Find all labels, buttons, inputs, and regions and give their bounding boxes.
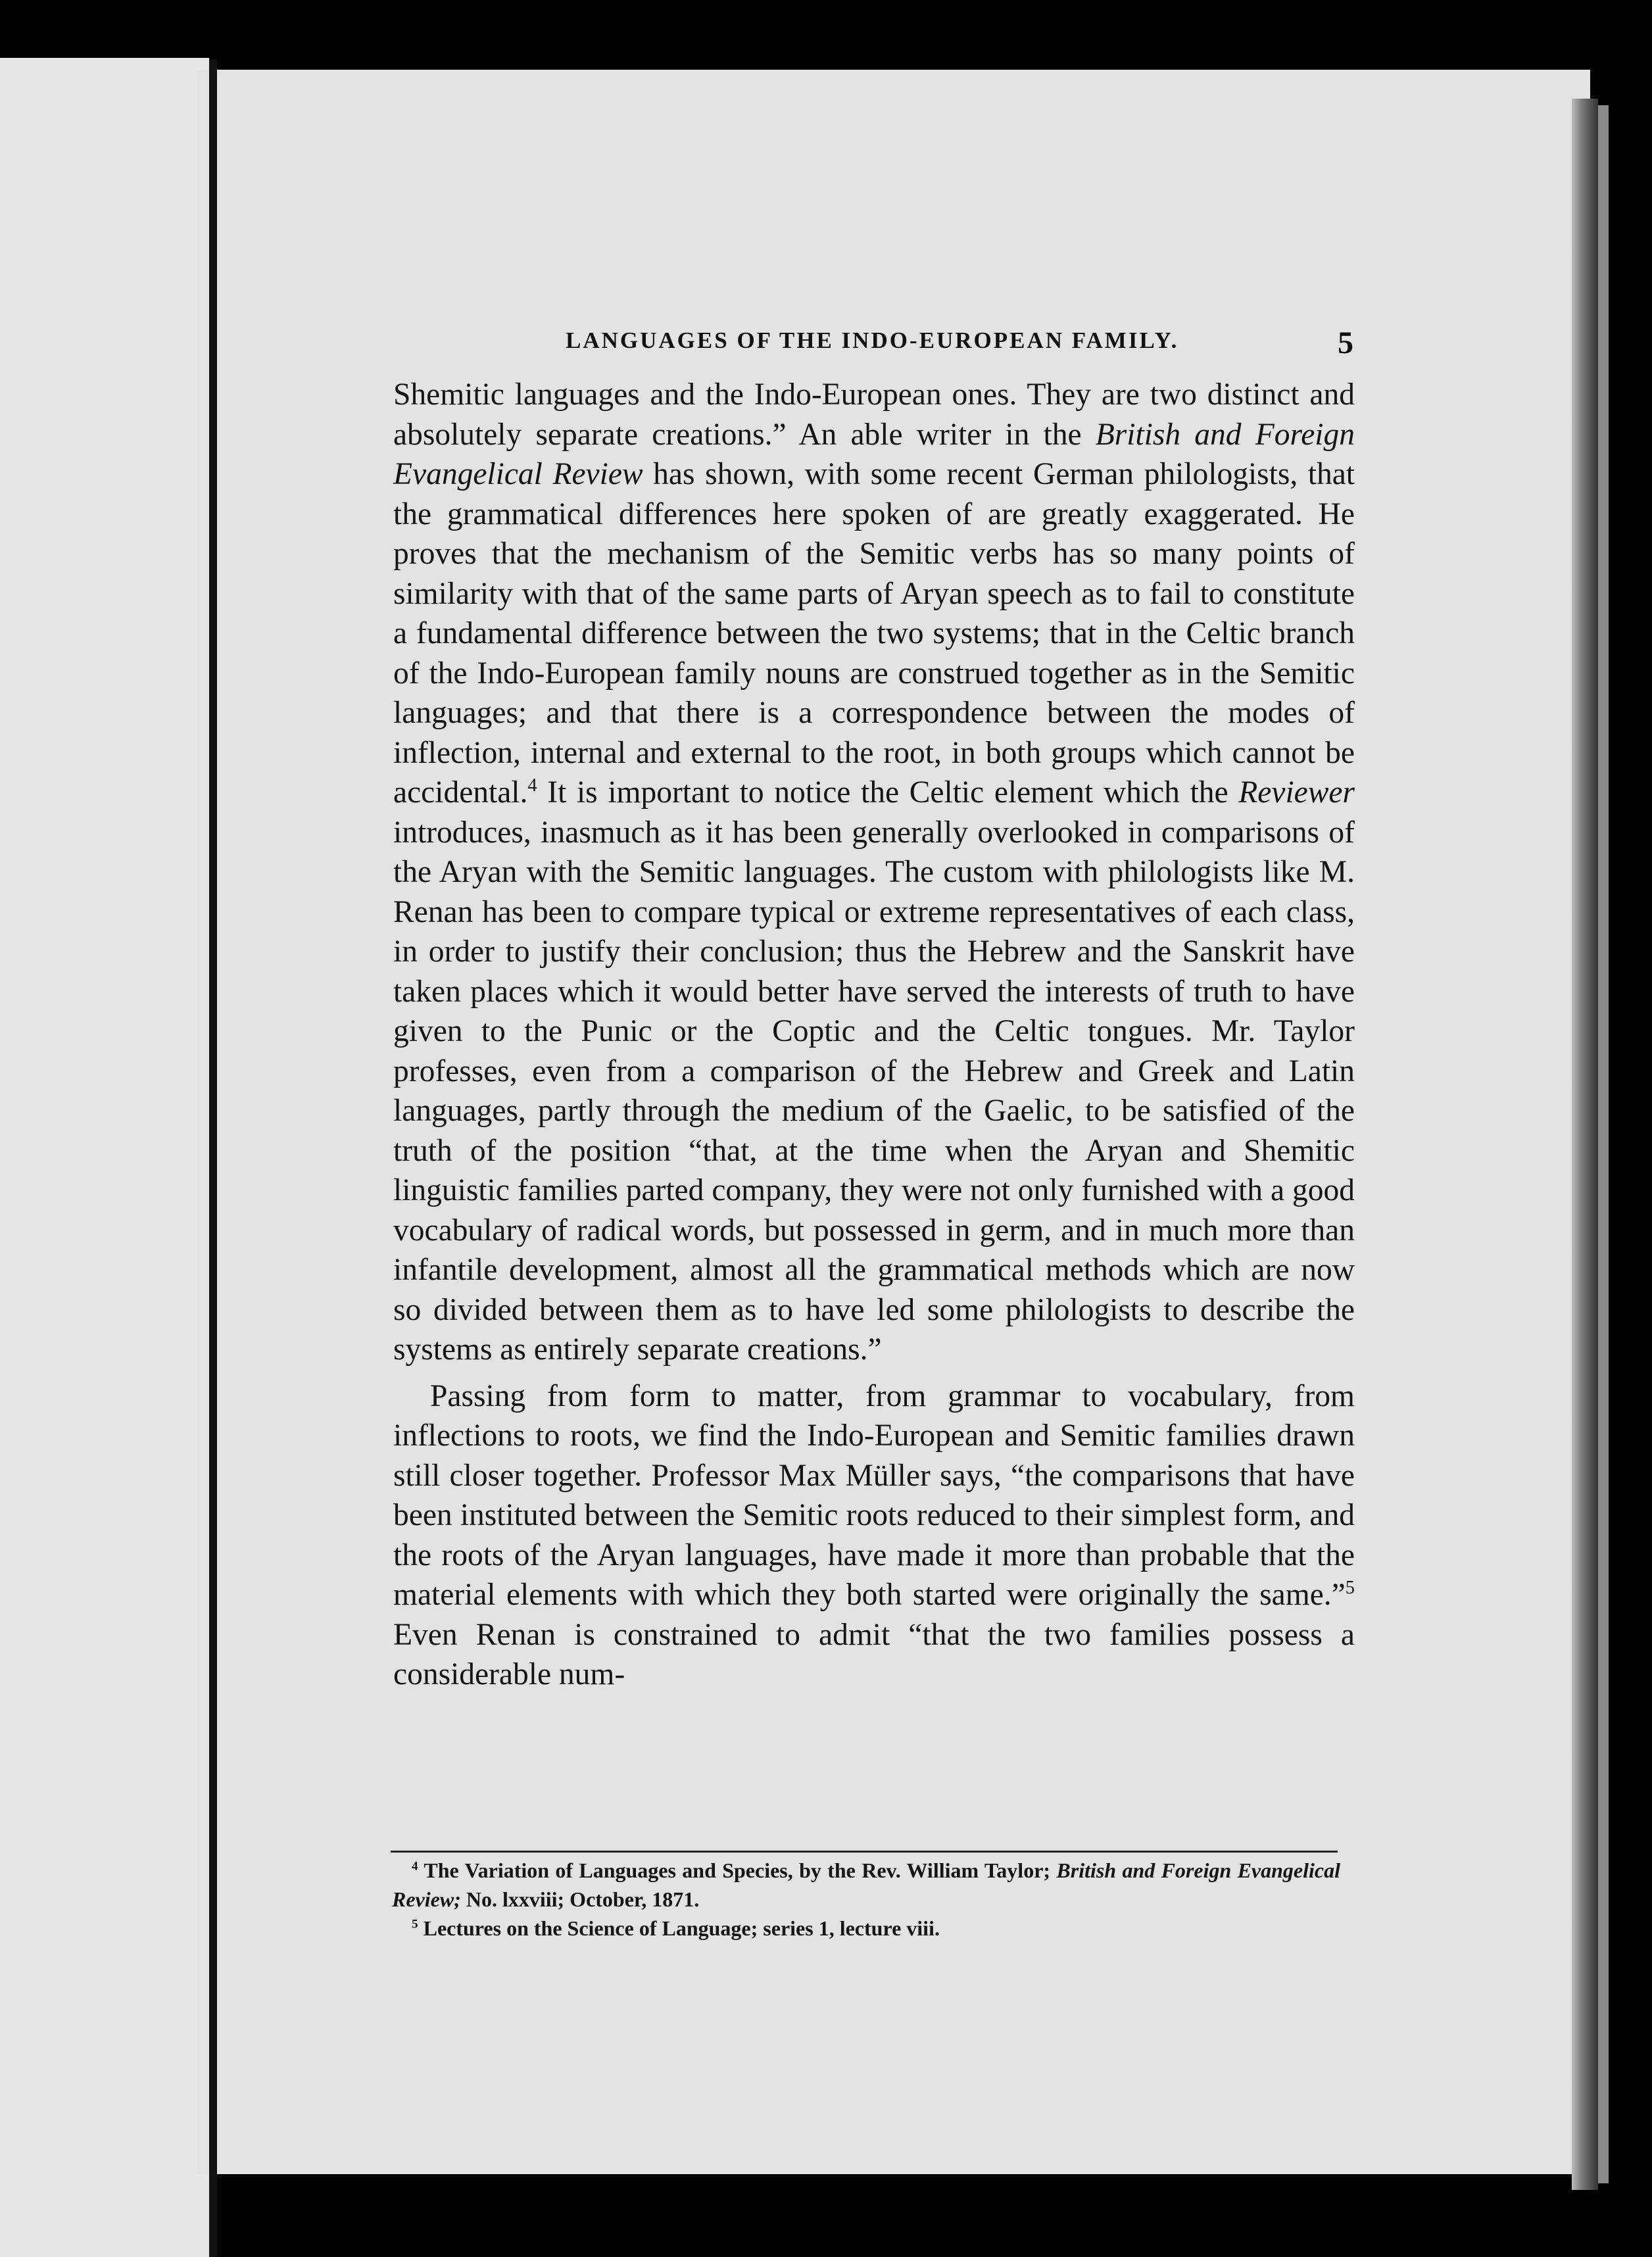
text-run: Passing from form to matter, from grammar to vocabulary, from inflections to roots, we find the Indo-European and Semitic families drawn still closer together. Professor Max Müller says, “the comparisons that have been instituted between the Semitic roots reduced to their simplest form, and the roots of the Aryan languages, have made it more than probable that the material elements with which they both started were originally the same.”	[393, 1378, 1355, 1612]
footnote-4	[392, 1856, 1340, 1914]
running-header: LANGUAGES OF THE INDO-EUROPEAN FAMILY.	[566, 328, 1179, 353]
text-run: It is important to notice the Celtic element which the	[537, 775, 1239, 810]
footnote-text: No. lxxviii; October, 1871.	[460, 1887, 700, 1911]
footnotes	[392, 1856, 1340, 1943]
footnote-italic: British and Foreign Evangelical Review;	[392, 1858, 1341, 1911]
footnote-mark: 4	[412, 1859, 418, 1874]
page-edge-shadow	[1572, 99, 1598, 2190]
text-run: Even Renan is constrained to admit “that the two families possess a considerable num-	[393, 1617, 1355, 1691]
facing-page	[0, 58, 209, 2257]
paragraph-2	[393, 1376, 1355, 1695]
main-text	[393, 375, 1355, 1695]
footnote-text: Lectures on the Science of Language; series 1, lecture viii.	[418, 1916, 940, 1940]
text-run: introduces, inasmuch as it has been generally overlooked in comparisons of the Aryan with the Semitic languages. The custom with philologists like M. Renan has been to compare typical or extreme representatives of each class, in order to justify their conclusion; thus the Hebrew and the Sanskrit have taken places which it would better have served the interests of truth to have given to the Punic or the Coptic and the Celtic tongues. Mr. Taylor professes, even from a comparison of the Hebrew and Greek and Latin languages, partly through the medium of the Gaelic, to be satisfied of the truth of the position “that, at the time when the Aryan and Shemitic linguistic families parted company, they were not only furnished with a good vocabulary of radical words, but possessed in germ, and in much more than infantile development, almost all the grammatical methods which are now so divided between them as to have led some philologists to describe the systems as entirely separate creations.”	[393, 815, 1355, 1367]
gutter-shadow	[209, 59, 217, 2257]
italic-title: British and Foreign Evangelical Review	[393, 417, 1355, 491]
footnote-reference: 4	[527, 775, 537, 796]
footnote-5	[392, 1914, 1340, 1943]
italic-term: Reviewer	[1238, 775, 1355, 810]
text-run: Shemitic languages and the Indo-European ones. They are two distinct and absolutely separate creations.” An able writer in the	[393, 377, 1355, 452]
paragraph-1	[393, 375, 1355, 1370]
page-edge-stack	[1598, 105, 1609, 2183]
footnote-mark: 5	[412, 1917, 418, 1931]
text-run: has shown, with some recent German philologists, that the grammatical differences here spoken of are greatly exaggerated. He proves that the mechanism of the Semitic verbs has so many points of similarity with that of the same parts of Aryan speech as to fail to constitute a fundamental difference between the two systems; that in the Celtic branch of the Indo-European family nouns are construed together as in the Semitic languages; and that there is a correspondence between the modes of inflection, internal and external to the root, in both groups which cannot be accidental.	[393, 457, 1355, 810]
footnote-reference: 5	[1345, 1578, 1355, 1599]
page-number: 5	[1338, 326, 1353, 360]
footnote-divider	[391, 1851, 1338, 1853]
footnote-text: The Variation of Languages and Species, by the Rev. William Taylor;	[418, 1858, 1057, 1882]
